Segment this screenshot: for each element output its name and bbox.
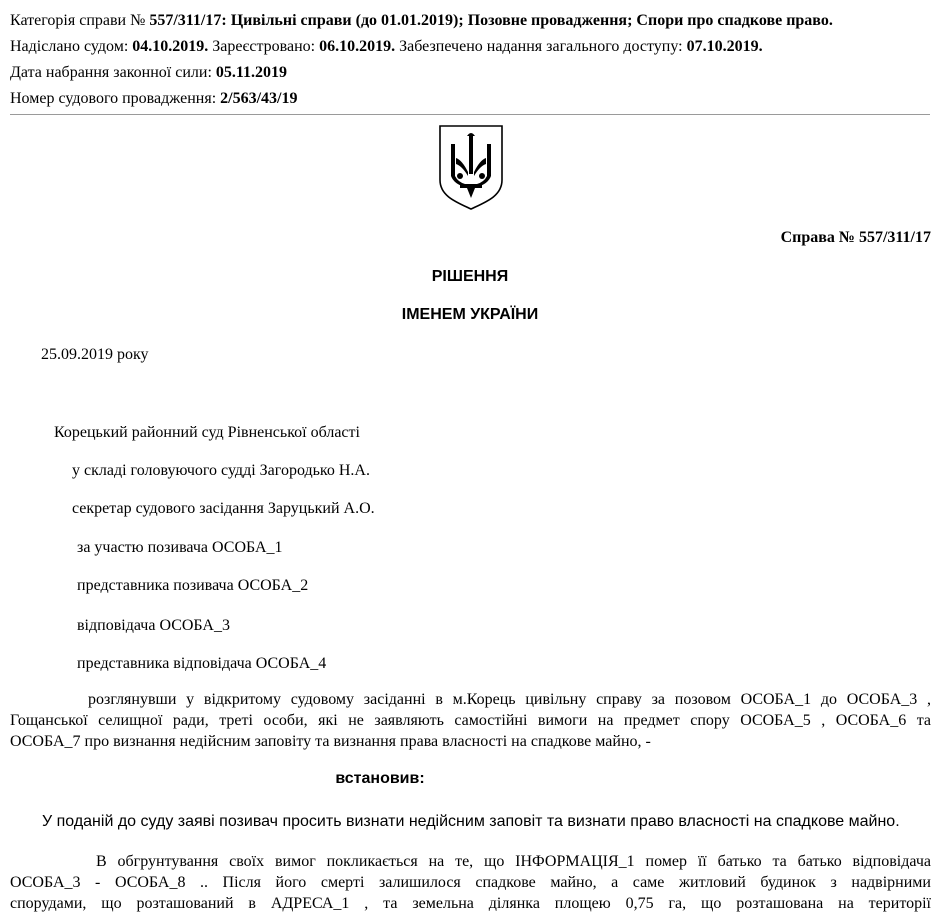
paragraph-line xyxy=(10,851,931,872)
dates-line xyxy=(10,34,935,60)
paragraph-line xyxy=(10,689,931,710)
category-line xyxy=(10,8,935,34)
court-line: Корецький районний суд Рівненської області xyxy=(54,424,360,441)
force-date: 05.11.2019 xyxy=(215,64,288,81)
document-metadata xyxy=(10,8,935,112)
force-label: Дата набрання законної сили: xyxy=(10,64,216,81)
court-line: секретар судового засідання Заруцький А.О. xyxy=(72,500,375,517)
proceeding-line xyxy=(10,86,935,112)
paragraph-line: ОСОБА_7 про визнання недійсним заповіту та визнання права власності на спадкове майно, - xyxy=(10,733,651,750)
document-title: РІШЕННЯ xyxy=(431,268,509,285)
claim-paragraph: У поданій до суду заяві позивач просить визнати недійсним заповіт та визнати право власності на спадкове майно. xyxy=(42,813,900,830)
header-divider xyxy=(10,114,930,115)
document-subtitle: ІМЕНЕМ УКРАЇНИ xyxy=(401,306,539,323)
court-line: у складі головуючого судді Загородько Н.А. xyxy=(72,462,370,479)
sent-label: Надіслано судом: xyxy=(10,38,133,55)
category-value: 557/311/17: Цивільні справи (до 01.01.2019); Позовне провадження; Спори про спадкове право. xyxy=(149,12,833,29)
case-number: Справа № 557/311/17 xyxy=(780,229,931,246)
considered-paragraph xyxy=(10,689,931,752)
registered-label: Зареєстровано: xyxy=(208,38,320,55)
access-label: Забезпечено надання загального доступу: xyxy=(395,38,687,55)
access-date: 07.10.2019. xyxy=(686,38,763,55)
paragraph-line: Гощанської селищної ради, треті особи, які не заявляють самостійні вимоги на предмет спору ОСОБА_5 , ОСОБА_6 та xyxy=(10,712,931,729)
decision-date: 25.09.2019 року xyxy=(41,346,149,363)
court-line: представника позивача ОСОБА_2 xyxy=(77,577,309,594)
grounds-paragraph xyxy=(10,851,931,914)
paragraph-text: розглянувши у відкритому судовому засіданні в м.Корець цивільну справу за позовом ОСОБА_1 до ОСОБА_3 , xyxy=(88,691,931,708)
paragraph-line: спорудами, що розташований в АДРЕСА_1 , та земельна ділянка площею 0,75 га, що розташована на території xyxy=(10,895,931,912)
court-line: представника відповідача ОСОБА_4 xyxy=(77,655,327,672)
proceeding-label: Номер судового провадження: xyxy=(10,90,221,107)
registered-date: 06.10.2019. xyxy=(319,38,396,55)
trident-coat-of-arms-icon xyxy=(438,124,504,211)
paragraph-line: ОСОБА_3 - ОСОБА_8 .. Після його смерті залишилося спадкове майно, а саме житловий будинок з надвірними xyxy=(10,874,931,891)
proceeding-number: 2/563/43/19 xyxy=(220,90,298,107)
force-line xyxy=(10,60,935,86)
court-line: за участю позивача ОСОБА_1 xyxy=(77,539,283,556)
court-line: відповідача ОСОБА_3 xyxy=(77,617,230,634)
category-label: Категорія справи № xyxy=(10,12,150,29)
sent-date: 04.10.2019. xyxy=(132,38,209,55)
paragraph-text: В обгрунтування своїх вимог покликається на те, що ІНФОРМАЦІЯ_1 помер її батько та батько відповідача xyxy=(96,853,931,870)
established-heading: встановив: xyxy=(335,770,425,787)
